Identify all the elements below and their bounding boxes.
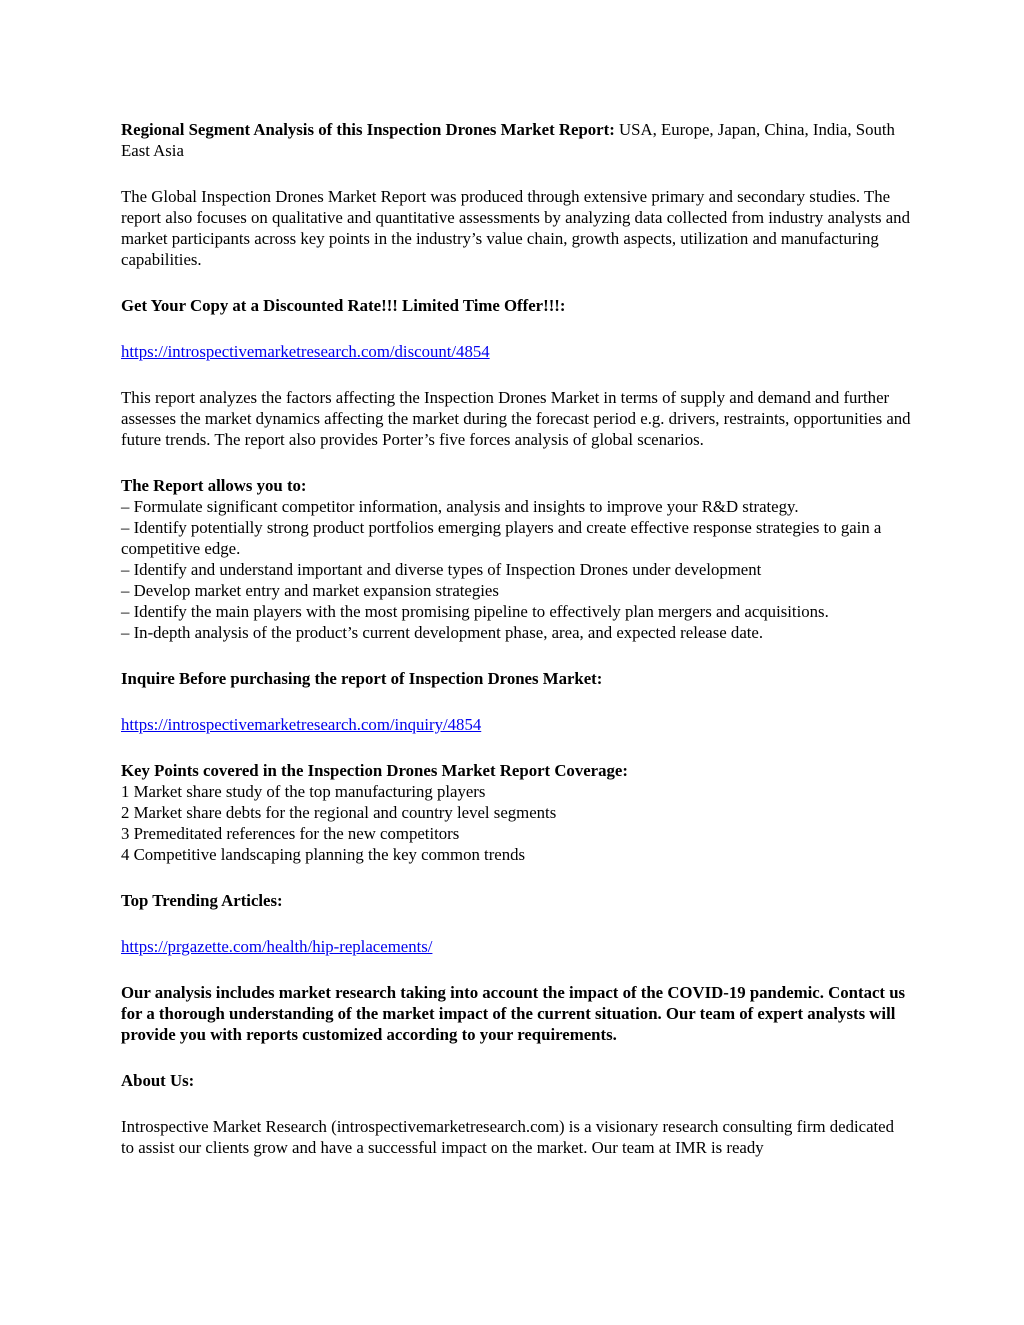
discount-link-paragraph (121, 341, 911, 362)
report-allows-section (121, 475, 911, 643)
discount-heading: Get Your Copy at a Discounted Rate!!! Limited Time Offer!!!: (121, 296, 566, 315)
covid-paragraph: Our analysis includes market research taking into account the impact of the COVID-19 pandemic. Contact us for a thorough understanding of the market impact of the current situation. Our team of expert analysts will provide you with reports customized according to your requirements. (121, 983, 906, 1044)
about-paragraph: Introspective Market Research (introspectivemarketresearch.com) is a visionary research consulting firm dedicated to assist our clients grow and have a successful impact on the market. Our team at IMR is ready (121, 1117, 895, 1157)
list-item: 4 Competitive landscaping planning the key common trends (121, 845, 526, 864)
regional-text: USA, Europe, Japan, China, India, South East Asia (121, 120, 895, 160)
discount-link[interactable]: https://introspectivemarketresearch.com/discount/4854 (121, 342, 490, 361)
inquiry-link[interactable]: https://introspectivemarketresearch.com/inquiry/4854 (121, 715, 482, 734)
intro-paragraph: The Global Inspection Drones Market Report was produced through extensive primary and secondary studies. The report also focuses on qualitative and quantitative assessments by analyzing data collected from industry analysts and market participants across key points in the industry’s value chain, growth aspects, utilization and manufacturing capabilities. (121, 187, 910, 269)
list-item: – In-depth analysis of the product’s current development phase, area, and expected release date. (121, 623, 764, 642)
list-item: – Identify and understand important and diverse types of Inspection Drones under development (121, 560, 762, 579)
about-heading: About Us: (121, 1071, 195, 1090)
inquire-heading: Inquire Before purchasing the report of Inspection Drones Market: (121, 669, 603, 688)
list-item: 2 Market share debts for the regional and country level segments (121, 803, 557, 822)
list-item: – Develop market entry and market expansion strategies (121, 581, 499, 600)
list-item: 3 Premeditated references for the new competitors (121, 824, 460, 843)
regional-paragraph (121, 119, 911, 161)
list-item: – Identify the main players with the most promising pipeline to effectively plan mergers and acquisitions. (121, 602, 829, 621)
key-points-section (121, 760, 911, 865)
list-item: – Formulate significant competitor information, analysis and insights to improve your R&D strategy. (121, 497, 799, 516)
trending-heading: Top Trending Articles: (121, 891, 283, 910)
analysis-paragraph: This report analyzes the factors affecting the Inspection Drones Market in terms of supply and demand and further assesses the market dynamics affecting the market during the forecast period e.g. drivers, restraints, opportunities and future trends. The report also provides Porter’s five forces analysis of global scenarios. (121, 388, 911, 449)
trending-article-link[interactable]: https://prgazette.com/health/hip-replacements/ (121, 937, 433, 956)
list-item: – Identify potentially strong product portfolios emerging players and create effective response strategies to gain a competitive edge. (121, 518, 882, 558)
document-page (121, 119, 911, 1183)
trending-link-paragraph (121, 936, 911, 957)
report-allows-heading: The Report allows you to: (121, 476, 307, 495)
key-points-heading: Key Points covered in the Inspection Drones Market Report Coverage: (121, 761, 628, 780)
regional-label: Regional Segment Analysis of this Inspection Drones Market Report: (121, 120, 615, 139)
inquire-link-paragraph (121, 714, 911, 735)
list-item: 1 Market share study of the top manufacturing players (121, 782, 486, 801)
